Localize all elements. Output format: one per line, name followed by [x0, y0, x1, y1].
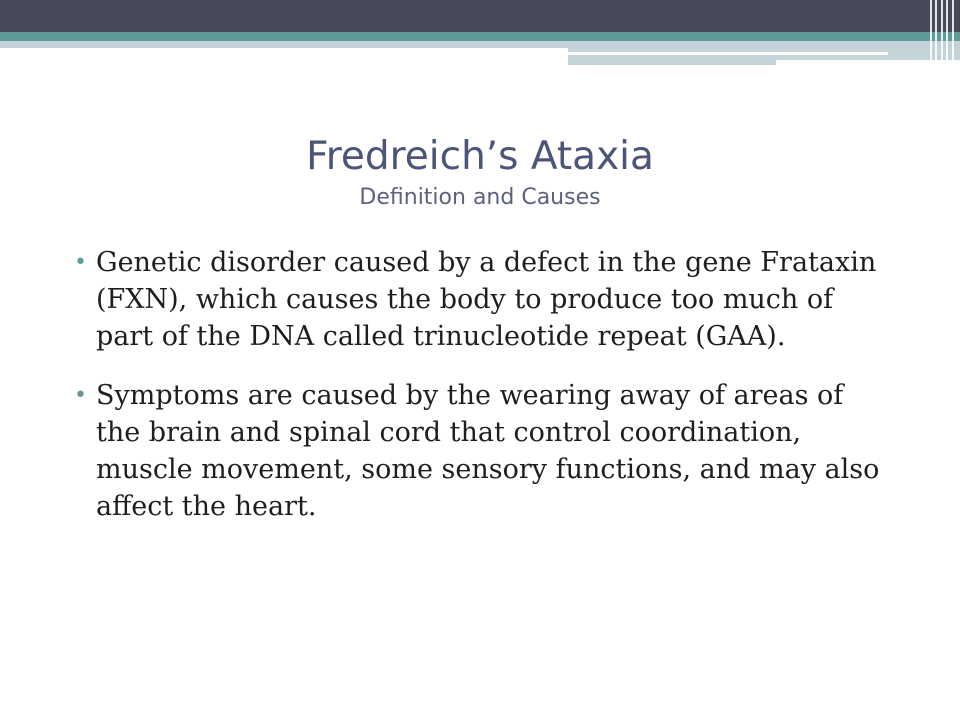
header-right-stripes	[924, 0, 960, 64]
bullet-marker-icon: •	[74, 383, 87, 408]
bullet-marker-icon: •	[74, 250, 87, 275]
header-teal-band	[0, 32, 960, 41]
header-gray-band	[0, 41, 568, 48]
bullet-text: Symptoms are caused by the wearing away of areas of the brain and spinal cord that control coordination, muscle movement, some sensory functions, and may also affect the heart.	[96, 380, 880, 522]
bullet-item	[74, 244, 894, 355]
bullet-item	[74, 377, 894, 525]
slide-subtitle: Definition and Causes	[359, 185, 601, 210]
bullet-list	[74, 244, 894, 547]
slide-title: Fredreich’s Ataxia	[306, 134, 654, 179]
title-block	[0, 134, 960, 214]
bullet-text: Genetic disorder caused by a defect in the gene Frataxin (FXN), which causes the body to produce too much of part of the DNA called trinucleotide repeat (GAA).	[96, 247, 877, 352]
header-white-line	[568, 52, 888, 55]
header-dark-band	[0, 0, 960, 32]
